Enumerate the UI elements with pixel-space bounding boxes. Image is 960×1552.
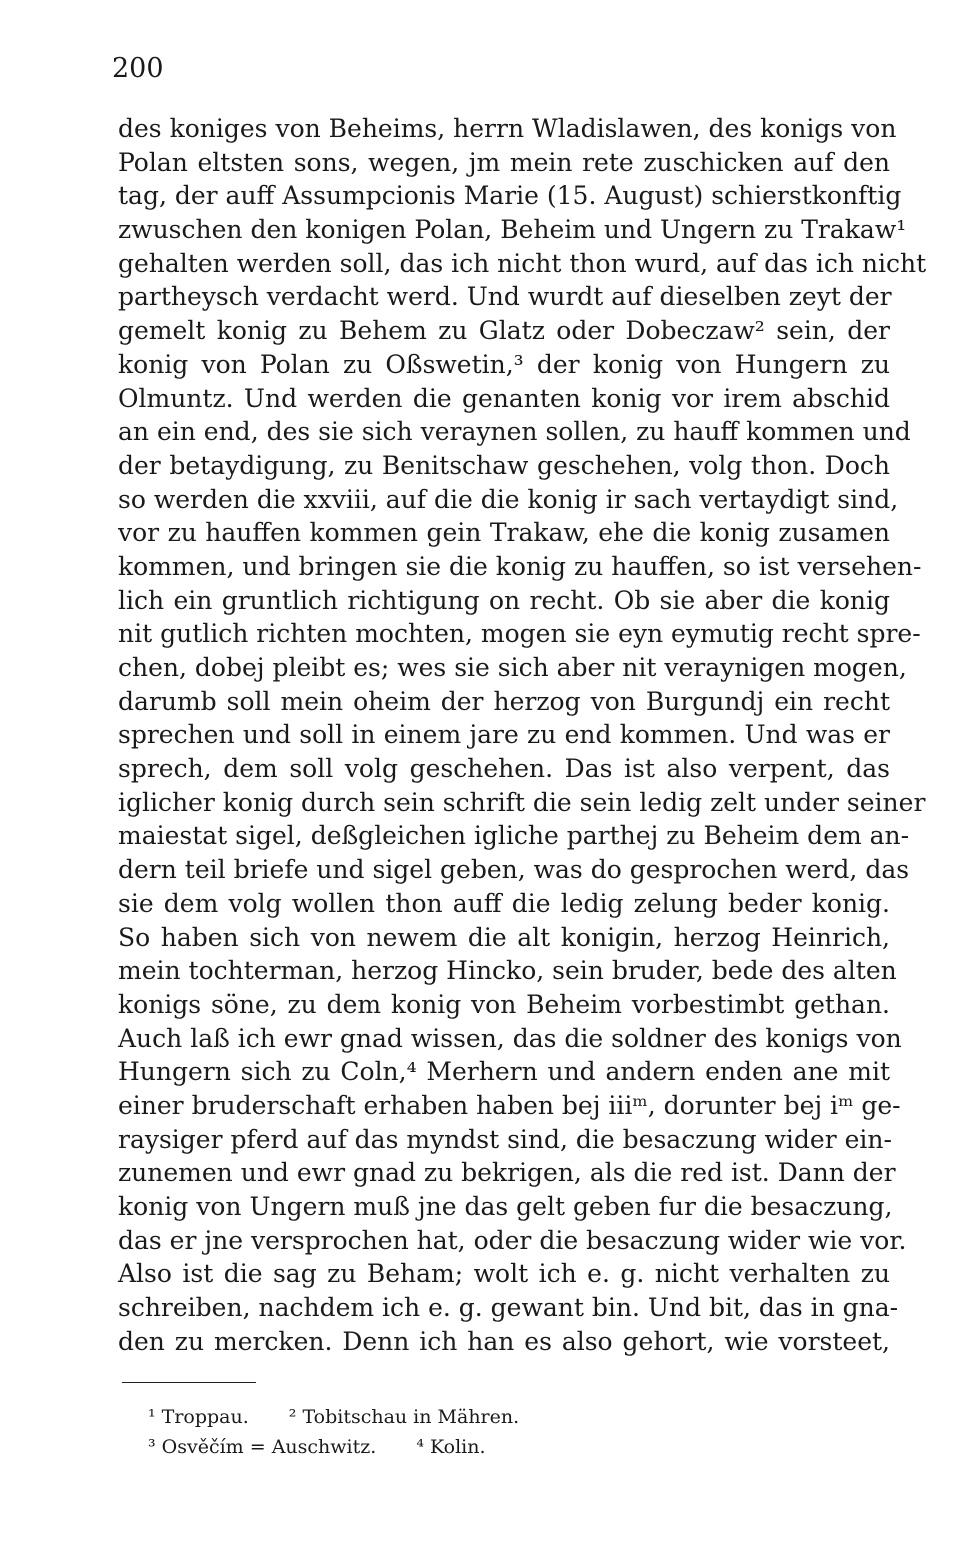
footnote-line	[148, 1402, 519, 1432]
text-line: Also ist die sag zu Beham; wolt ich e. g. nicht verhalten zu	[118, 1259, 890, 1289]
text-line: an ein end, des sie sich veraynen sollen, zu hauff kommen und	[118, 417, 911, 447]
text-line: tag, der auff Assumpcionis Marie (15. August) schierstkonftig	[118, 181, 902, 211]
text-line: Olmuntz. Und werden die genanten konig vor irem abschid	[118, 383, 890, 413]
footnote: ² Tobitschau in Mähren.	[288, 1406, 520, 1428]
footnotes	[148, 1402, 519, 1462]
text-line: so werden die xxviii, auf die die konig ir sach vertaydigt sind,	[118, 484, 899, 514]
text-line: sprechen und soll in einem jare zu end kommen. Und was er	[118, 720, 890, 750]
text-line: lich ein gruntlich richtigung on recht. Ob sie aber die konig	[118, 585, 890, 615]
text-line: dern teil briefe und sigel geben, was do gesprochen werd, das	[118, 855, 910, 885]
text-line: der betaydigung, zu Benitschaw geschehen, volg thon. Doch	[118, 450, 890, 480]
text-line: gemelt konig zu Behem zu Glatz oder Dobeczaw² sein, der	[118, 316, 890, 346]
footnote: ¹ Troppau.	[148, 1406, 249, 1428]
text-line: zunemen und ewr gnad zu bekrigen, als die red ist. Dann der	[118, 1158, 896, 1188]
text-line: des koniges von Beheims, herrn Wladislawen, des konigs von	[118, 114, 897, 143]
text-line: Polan eltsten sons, wegen, jm mein rete zuschicken auf den	[118, 147, 890, 177]
text-line: konigs söne, zu dem konig von Beheim vorbestimbt gethan.	[118, 989, 890, 1019]
text-line: kommen, und bringen sie die konig zu hauffen, so ist versehen-	[118, 551, 922, 581]
text-line: konig von Polan zu Oßswetin,³ der konig von Hungern zu	[118, 349, 890, 379]
text-line: maiestat sigel, deßgleichen igliche parthej zu Beheim dem an-	[118, 821, 910, 851]
text-line: vor zu hauffen kommen gein Trakaw, ehe die konig zusamen	[118, 518, 890, 548]
text-line: nit gutlich richten mochten, mogen sie eyn eymutig recht spre-	[118, 619, 921, 649]
text-line: gehalten werden soll, das ich nicht thon wurd, auf das ich nicht	[118, 248, 927, 278]
text-line: raysiger pferd auf das myndst sind, die besaczung wider ein-	[118, 1124, 892, 1154]
text-line: sie dem volg wollen thon auff die ledig zelung beder konig.	[118, 888, 890, 918]
text-line: das er jne versprochen hat, oder die besaczung wider wie vor.	[118, 1225, 907, 1255]
text-line: schreiben, nachdem ich e. g. gewant bin. Und bit, das in gna-	[118, 1293, 899, 1323]
text-line: den zu mercken. Denn ich han es also gehort, wie vorsteet,	[118, 1326, 890, 1356]
text-line: Auch laß ich ewr gnad wissen, das die soldner des konigs von	[118, 1023, 902, 1053]
text-line: iglicher konig durch sein schrift die sein ledig zelt under seiner	[118, 787, 926, 817]
text-line: darumb soll mein oheim der herzog von Burgundj ein recht	[118, 686, 890, 716]
text-line: einer bruderschaft erhaben haben bej iiiᵐ, dorunter bej iᵐ ge-	[118, 1090, 901, 1120]
footnote: ⁴ Kolin.	[416, 1436, 486, 1458]
text-line: partheysch verdacht werd. Und wurdt auf dieselben zeyt der	[118, 282, 892, 312]
footnote-line	[148, 1432, 519, 1462]
footnote: ³ Osvěčím = Auschwitz.	[148, 1436, 377, 1458]
text-line: konig von Ungern muß jne das gelt geben fur die besaczung,	[118, 1192, 893, 1221]
text-line: So haben sich von newem die alt konigin, herzog Heinrich,	[118, 922, 890, 952]
text-line: zwuschen den konigen Polan, Beheim und Ungern zu Trakaw¹	[118, 215, 907, 245]
body-text	[118, 112, 927, 1358]
page-number: 200	[112, 53, 164, 84]
text-line: Hungern sich zu Coln,⁴ Merhern und andern enden ane mit	[118, 1057, 890, 1087]
text-line: mein tochterman, herzog Hincko, sein bruder, bede des alten	[118, 956, 897, 986]
text-line: sprech, dem soll volg geschehen. Das ist also verpent, das	[118, 754, 890, 784]
footnote-divider	[122, 1382, 256, 1383]
text-line: chen, dobej pleibt es; wes sie sich aber nit veraynigen mogen,	[118, 653, 907, 682]
